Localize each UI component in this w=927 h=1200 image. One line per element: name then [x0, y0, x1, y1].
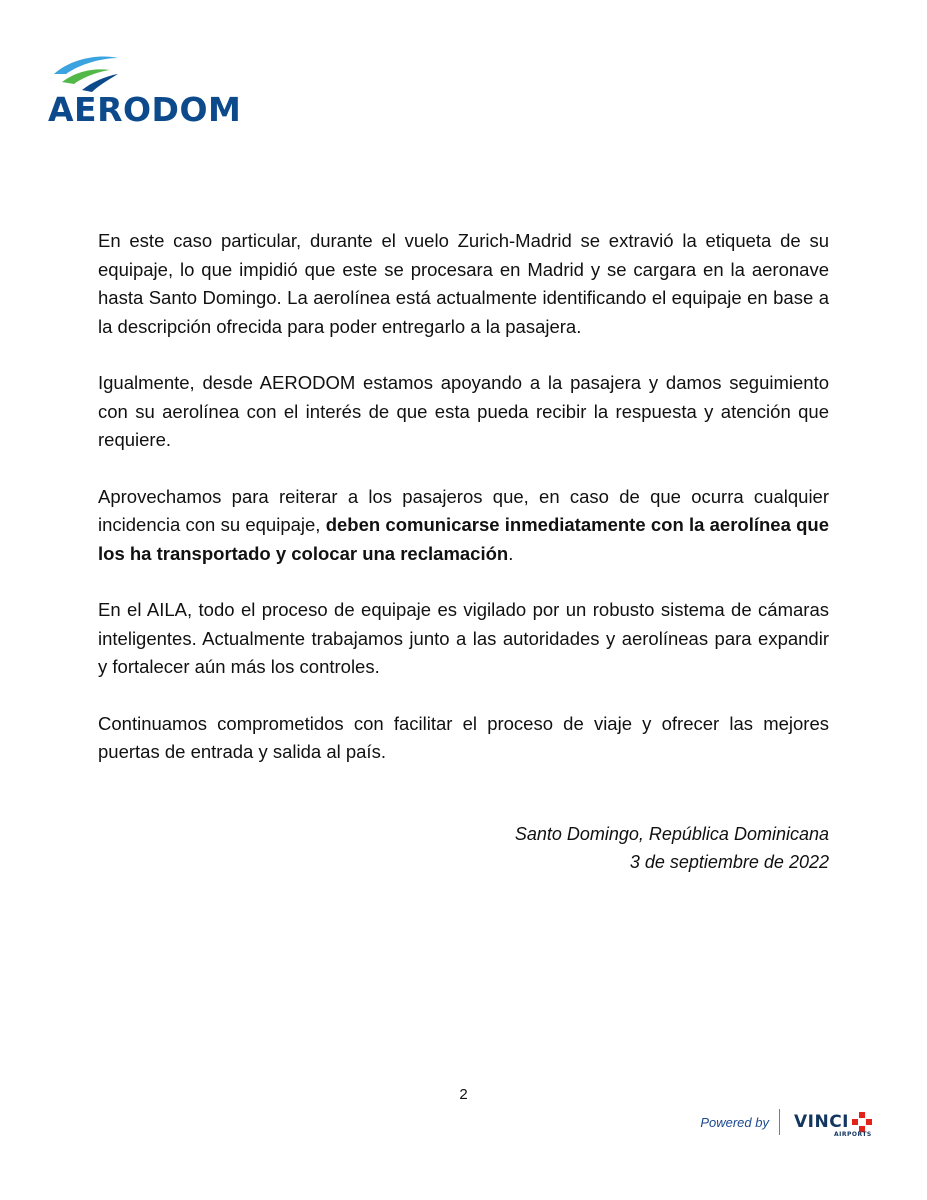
paragraph-4: En el AILA, todo el proceso de equipaje es vigilado por un robusto sistema de cámaras inteligentes. Actualmente trabajamos junto a las autoridades y aerolíneas para expandir y fortalecer aún más los controles. — [98, 599, 829, 677]
signature-place: Santo Domingo, República Dominicana — [514, 824, 829, 844]
paragraph-3-emphasis: deben comunicarse inmediatamente con la aerolínea que los ha transportado y colocar una reclamación — [98, 514, 830, 564]
footer-branding — [700, 1104, 873, 1140]
aerodom-swoosh-icon — [52, 52, 122, 92]
paragraph-1: En este caso particular, durante el vuelo Zurich-Madrid se extravió la etiqueta de su equipaje, lo que impidió que este se procesara en Madrid y se cargara en la aeronave hasta Santo Domingo. La aerolínea está actualmente identificando el equipaje en base a la descripción ofrecida para poder entregarlo a la pasajera. — [98, 230, 829, 337]
footer-divider — [779, 1109, 780, 1135]
aerodom-logo-text: AERODOM — [48, 90, 242, 129]
signature-date: 3 de septiembre de 2022 — [629, 852, 829, 872]
paragraph-3-end: . — [508, 542, 514, 564]
paragraph-2: Igualmente, desde AERODOM estamos apoyando a la pasajera y damos seguimiento con su aerolínea con el interés de que esta pueda recibir la respuesta y atención que requiere. — [98, 372, 829, 450]
vinci-airports-logo — [793, 1111, 873, 1138]
powered-by-label: Powered by — [700, 1114, 769, 1130]
aerodom-logo — [48, 52, 248, 132]
vinci-airports-subtext: AIRPORTS — [833, 1131, 872, 1138]
paragraph-3-intro: Aprovechamos para reiterar a los pasajeros que, en caso de que ocurra cualquier incidencia con su equipaje, — [98, 485, 829, 535]
paragraph-5: Continuamos comprometidos con facilitar el proceso de viaje y ofrecer las mejores puertas de entrada y salida al país. — [98, 712, 829, 762]
page-number: 2 — [459, 1086, 468, 1103]
signature-block — [515, 820, 829, 876]
vinci-cross-icon — [851, 1111, 873, 1133]
document-body — [98, 227, 829, 795]
vinci-logo-text: VINCI — [793, 1112, 849, 1132]
paragraph-3 — [98, 483, 829, 569]
